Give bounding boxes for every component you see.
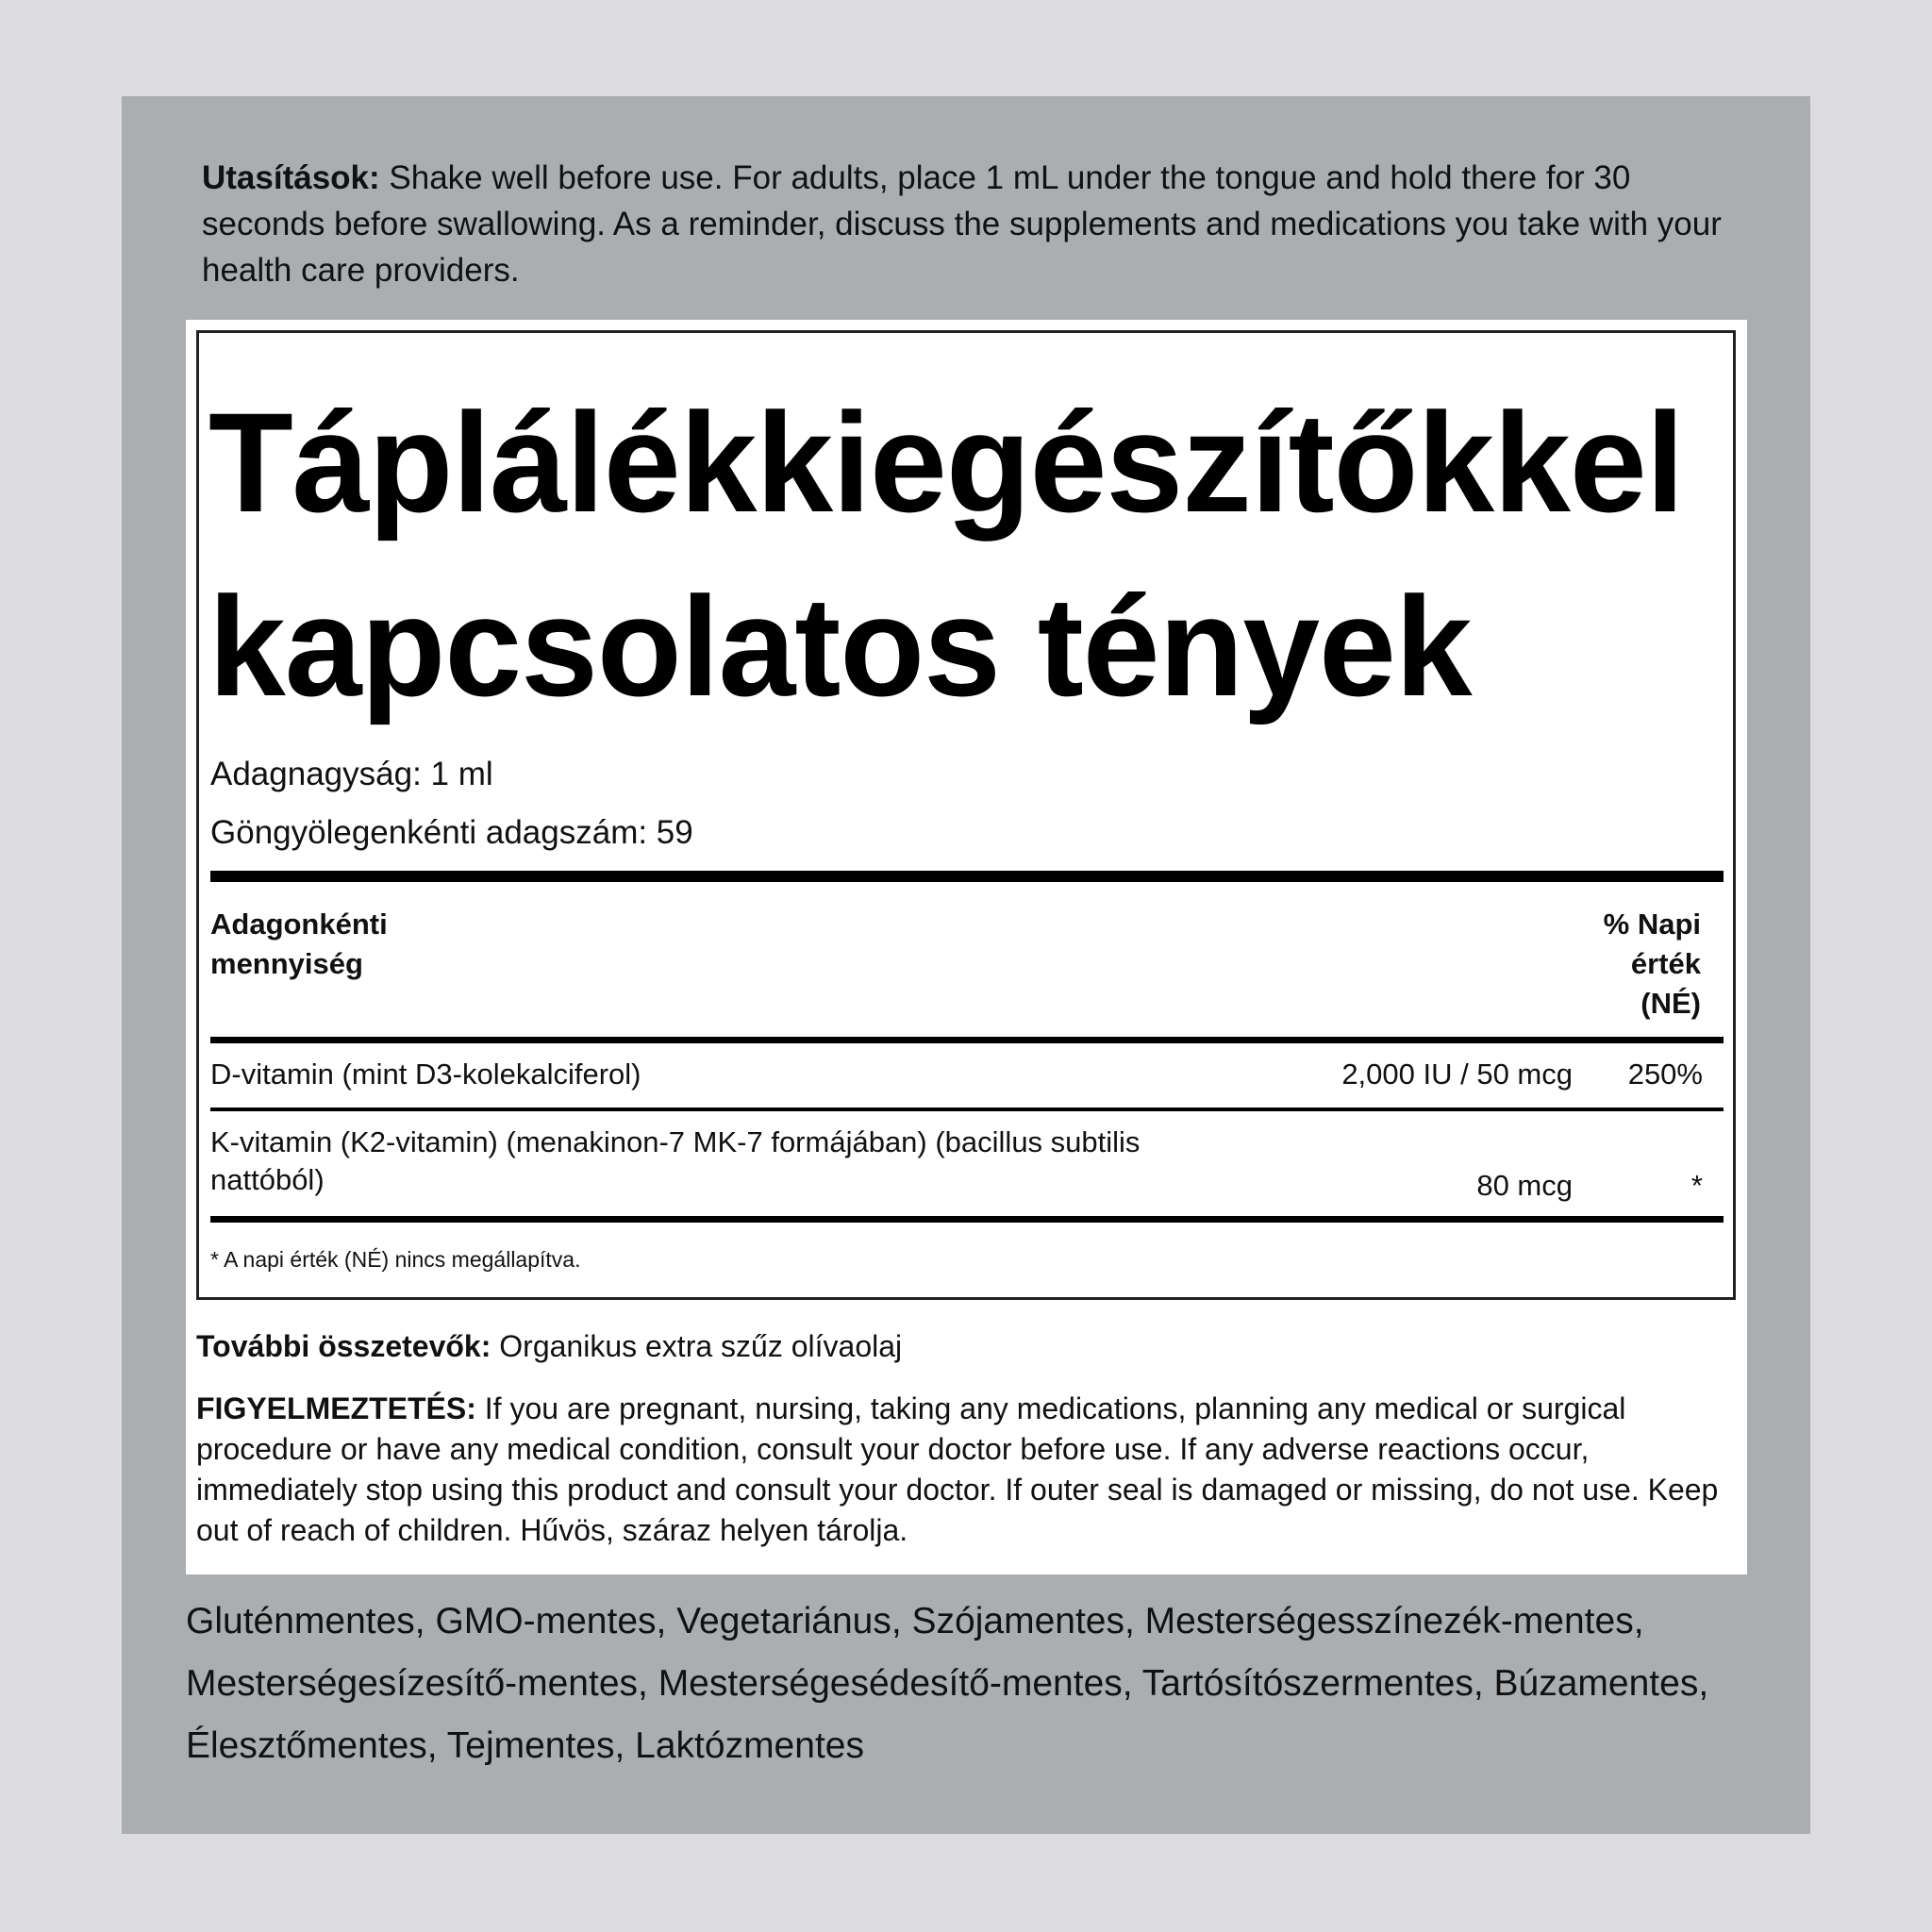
daily-value-header <box>1604 905 1701 1024</box>
row-divider <box>210 1108 1724 1111</box>
header-right-line3: (NÉ) <box>1641 987 1701 1020</box>
nutrient-name: D-vitamin (mint D3-kolekalciferol) <box>210 1058 641 1091</box>
warning-text: If you are pregnant, nursing, taking any medications, planning any medical or surgical procedure or have any medical condition, consult your doctor before use. If any adverse reactions occur, immediately stop using this product and consult your doctor. If outer seal is damaged or missing, do not use. Keep out of reach of children. Hűvös, száraz helyen tárolja. <box>196 1391 1719 1547</box>
bottom-divider <box>210 1216 1724 1223</box>
warning-label: FIGYELMEZTETÉS: <box>196 1391 476 1425</box>
nutrient-daily-value: * <box>1690 1169 1703 1202</box>
header-divider <box>210 1037 1724 1043</box>
facts-title-line2: kapcsolatos tények <box>208 567 1472 725</box>
nutrient-amount: 80 mcg <box>1476 1169 1573 1202</box>
nutrient-daily-value: 250% <box>1627 1058 1703 1091</box>
other-ingredients-label: További összetevők: <box>196 1329 491 1363</box>
facts-title-line1: Táplálékkiegészítőkkel <box>208 383 1684 541</box>
nutrient-amount: 2,000 IU / 50 mcg <box>1341 1058 1573 1091</box>
amount-per-serving-header <box>210 905 388 984</box>
supplement-facts-box <box>196 330 1736 1300</box>
header-right-line1: % Napi <box>1603 908 1701 941</box>
other-ingredients-text: Organikus extra szűz olívaolaj <box>491 1329 903 1363</box>
thick-divider <box>210 871 1724 882</box>
nutrient-name: K-vitamin (K2-vitamin) (menakinon-7 MK-7 formájában) (bacillus subtilis nattóból) <box>210 1125 1141 1196</box>
directions-label: Utasítások: <box>202 159 380 196</box>
serving-size: Adagnagyság: 1 ml <box>210 756 493 792</box>
other-ingredients <box>196 1326 1734 1366</box>
warning <box>196 1389 1734 1551</box>
header-left-line1: Adagonkénti <box>210 908 388 941</box>
header-right-line2: érték <box>1630 947 1701 980</box>
directions-body: Shake well before use. For adults, place 1 mL under the tongue and hold there for 30 seconds before swallowing. As a reminder, discuss the supplements and medications you take with your health care providers. <box>202 159 1722 289</box>
free-from-list: Gluténmentes, GMO-mentes, Vegetariánus, Szójamentes, Mesterségesszínezék-mentes, Mesterségesízesítő-mentes, Mesterségesédesítő-mentes, Tartósítószermentes, Búzamentes, Élesztőmentes, Tejmentes, Laktózmentes <box>186 1601 1709 1766</box>
servings-per-container: Göngyölegenkénti adagszám: 59 <box>210 814 693 851</box>
header-left-line2: mennyiség <box>210 947 363 980</box>
directions-text <box>202 155 1749 293</box>
footnote: * A napi érték (NÉ) nincs megállapítva. <box>210 1247 581 1272</box>
facts-title <box>208 371 1724 739</box>
